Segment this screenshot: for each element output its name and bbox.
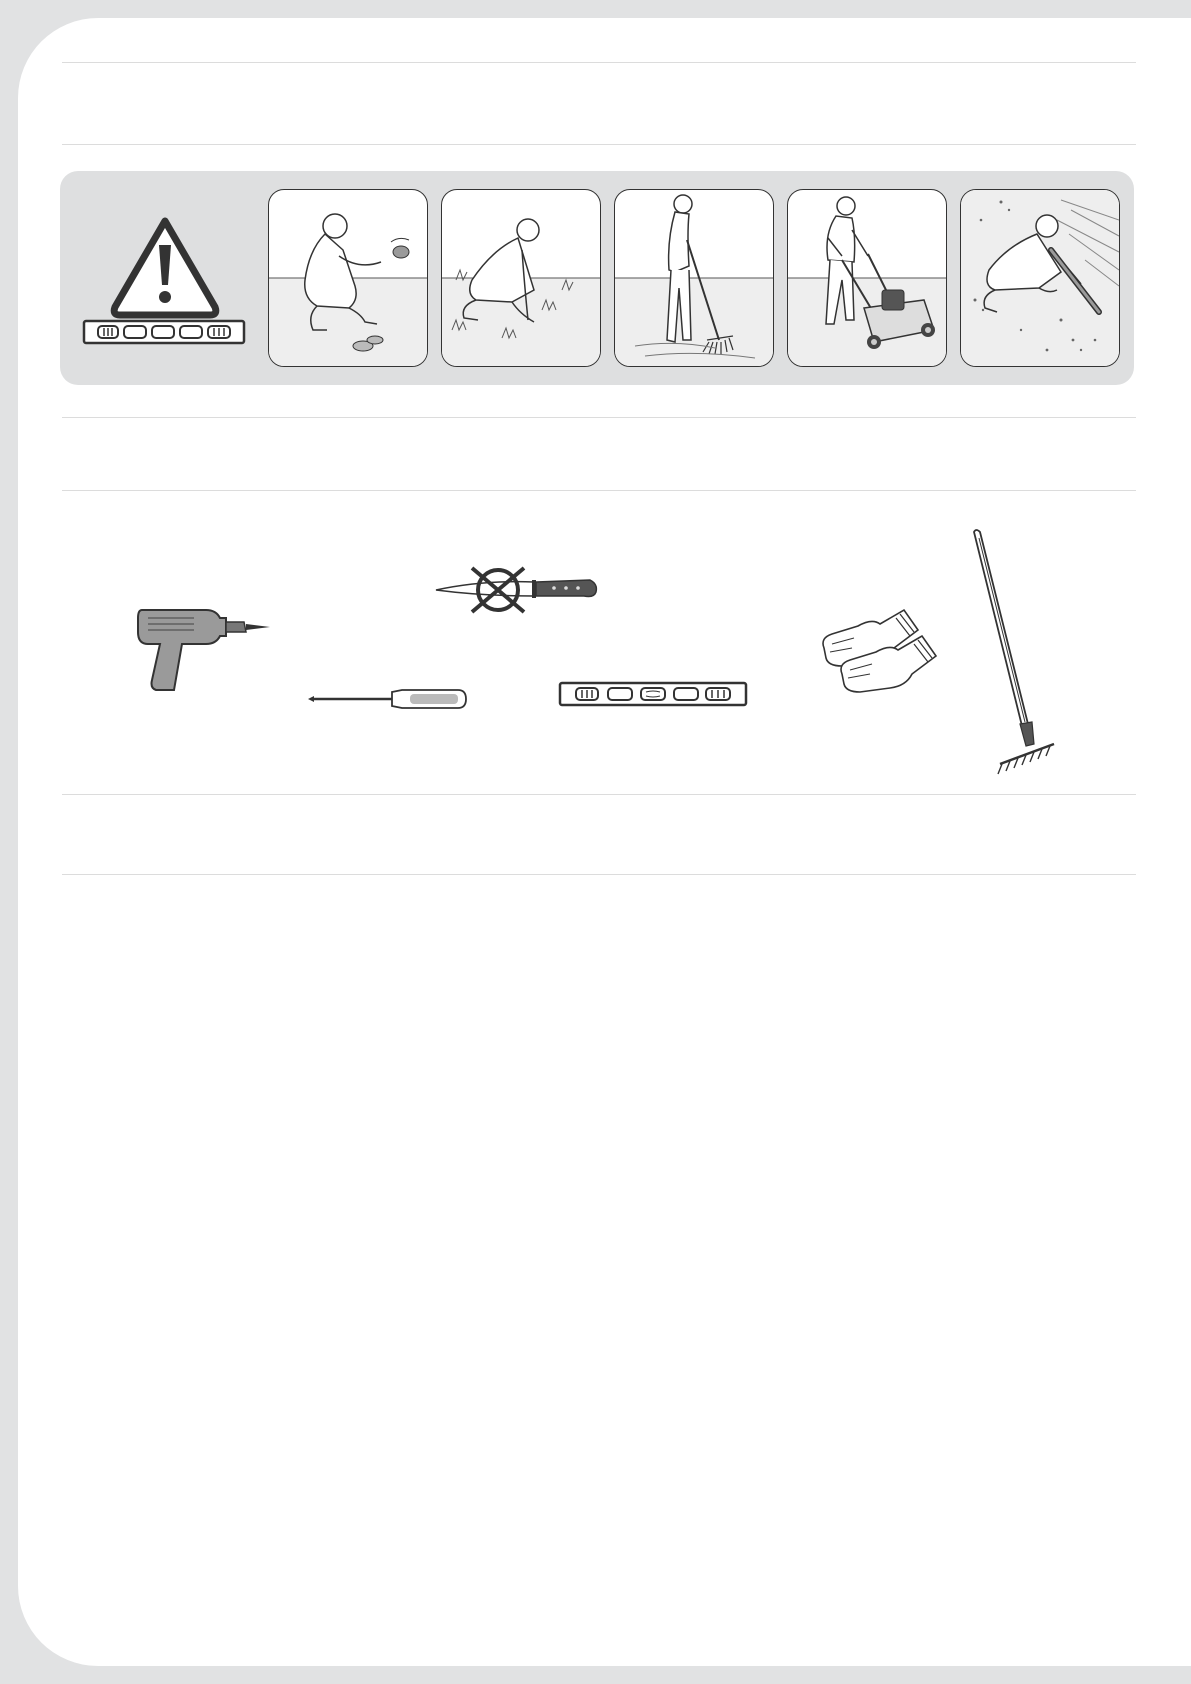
divider-line [62, 144, 1136, 145]
panel-rake-lawn [614, 189, 774, 367]
panel-remove-stones [268, 189, 428, 367]
panel-remove-weeds [441, 189, 601, 367]
spirit-level-icon [558, 680, 748, 708]
knife-crossed-out-icon [432, 566, 602, 614]
person-mowing-icon [788, 190, 946, 366]
spirit-level-icon [84, 321, 244, 343]
divider-line [62, 417, 1136, 418]
divider-line [62, 490, 1136, 491]
power-drill-icon [134, 606, 274, 696]
warning-triangle-icon [80, 215, 250, 345]
gloves-icon [818, 608, 938, 696]
panel-mow-lawn [787, 189, 947, 367]
person-pulling-weeds-icon [442, 190, 600, 366]
person-raking-icon [615, 190, 773, 366]
divider-line [62, 874, 1136, 875]
document-page [18, 18, 1191, 1666]
preparation-banner [60, 171, 1134, 385]
tools-illustration [18, 508, 1191, 788]
divider-line [62, 62, 1136, 63]
screwdriver-icon [306, 684, 468, 714]
person-laying-cable-icon [961, 190, 1119, 366]
panel-lay-cable [960, 189, 1120, 367]
person-removing-stones-icon [269, 190, 427, 366]
divider-line [62, 794, 1136, 795]
rake-icon [970, 528, 1060, 778]
